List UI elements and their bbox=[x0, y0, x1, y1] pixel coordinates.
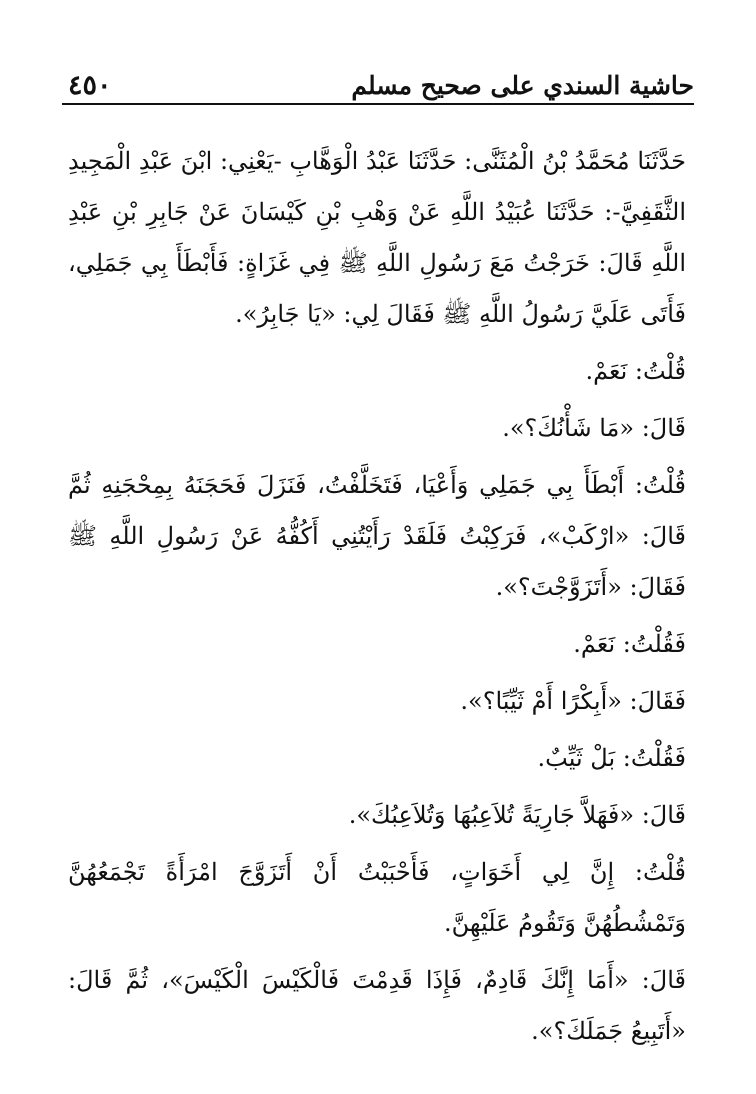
dialogue-line: قَالَ: «فَهَلاَّ جَارِيَةً تُلاَعِبُهَا وَتُلاَعِبُكَ». bbox=[348, 801, 686, 829]
running-header bbox=[68, 62, 694, 102]
dialogue-line: فَقَالَ: «أَبِكْرًا أَمْ ثَيِّبًا؟». bbox=[460, 687, 686, 715]
dialogue-line: فَقُلْتُ: نَعَمْ. bbox=[573, 630, 686, 658]
dialogue-paragraph: قَالَ: «أَمَا إِنَّكَ قَادِمٌ، فَإِذَا قَدِمْتَ فَالْكَيْسَ الْكَيْسَ»، ثُمَّ قَالَ: «أَتَبِيعُ جَمَلَكَ؟». bbox=[68, 966, 686, 1045]
dialogue-line: قَالَ: «مَا شَأْنُكَ؟». bbox=[502, 414, 686, 442]
dialogue-line: فَقُلْتُ: بَلْ ثَيِّبٌ. bbox=[537, 744, 686, 772]
dialogue-paragraph: قُلْتُ: إِنَّ لِي أَخَوَاتٍ، فَأَحْبَبْتُ أَنْ أَتَزَوَّجَ امْرَأَةً تَجْمَعُهُنَّ وَتَمْشُطُهُنَّ وَتَقُومُ عَلَيْهِنَّ. bbox=[68, 858, 686, 937]
header-divider bbox=[62, 103, 694, 105]
page-number: ٤٥٠ bbox=[68, 70, 112, 101]
dialogue-paragraph: قُلْتُ: أَبْطَأَ بِي جَمَلِي وَأَعْيَا، فَتَخَلَّفْتُ، فَنَزَلَ فَحَجَنَهُ بِمِحْجَنِهِ ثُمَّ قَالَ: «ارْكَبْ»، فَرَكِبْتُ فَلَقَدْ رَأَيْتُنِي أَكُفُّهُ عَنْ رَسُولِ اللَّهِ ﷺ فَقَالَ: «أَتَزَوَّجْتَ؟». bbox=[68, 471, 686, 601]
body-text bbox=[68, 136, 686, 1057]
hadith-paragraph-isnad: حَدَّثَنَا مُحَمَّدُ بْنُ الْمُثَنَّى: حَدَّثَنَا عَبْدُ الْوَهَّابِ -يَعْنِي: ابْنَ عَبْدِ الْمَجِيدِ الثَّقَفِيَّ-: حَدَّثَنَا عُبَيْدُ اللَّهِ عَنْ وَهْبِ بْنِ كَيْسَانَ عَنْ جَابِرِ بْنِ عَبْدِ اللَّهِ قَالَ: خَرَجْتُ مَعَ رَسُولِ اللَّهِ ﷺ فِي غَزَاةٍ: فَأَبْطَأَ بِي جَمَلِي، فَأَتَى عَلَيَّ رَسُولُ اللَّهِ ﷺ فَقَالَ لِي: «يَا جَابِرُ». bbox=[68, 147, 686, 328]
dialogue-line: قُلْتُ: نَعَمْ. bbox=[585, 357, 686, 385]
header-title: حاشية السندي على صحيح مسلم bbox=[351, 71, 694, 100]
